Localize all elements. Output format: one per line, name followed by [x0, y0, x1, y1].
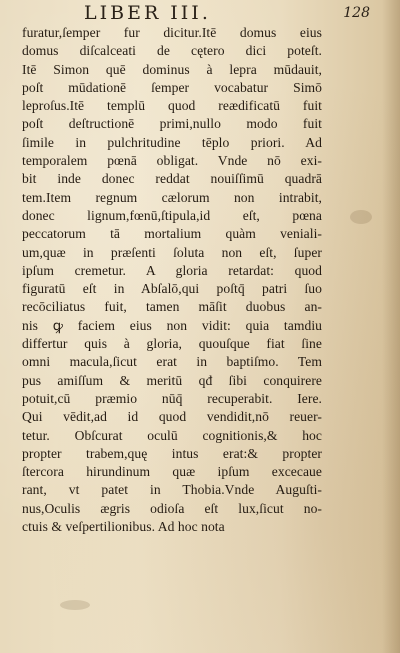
text-line: ctuis & veſpertilionibus. Ad hoc nota — [22, 519, 225, 535]
text-line: figuratū eſt in Abſalō,qui poſtq̄ patri ſuo — [22, 281, 322, 297]
text-line: bit inde donec reddat nouiſſimū quadrā — [22, 171, 322, 187]
text-line: temporalem pœnā obligat. Vnde nō exi- — [22, 153, 322, 169]
text-line: domus diſcalceati de cętero dici poteſt. — [22, 43, 322, 59]
page-edge-shadow — [382, 0, 400, 653]
text-line: nus,Oculis ægris odioſa eſt lux,ſicut no- — [22, 500, 322, 516]
text-line: tetur. Obſcurat oculū cognitionis,& hoc — [22, 427, 322, 443]
text-line: poſt mūdationē ſemper vocabatur Simō — [22, 79, 322, 95]
paper-stain — [350, 210, 372, 224]
text-line: rant, vt patet in Thobia.Vnde Auguſti- — [22, 482, 322, 498]
text-line: recōciliatus fuit, tamen māſit duobus an- — [22, 299, 322, 315]
text-line: Qui vēdit,ad id quod vendidit,nō reuer- — [22, 409, 322, 425]
text-line: ſimile in pulchritudine tēplo priori. Ad — [22, 134, 322, 150]
text-line: poſt deſtructionē primi,nullo modo fuit — [22, 116, 322, 132]
text-line: omni macula,ſicut erat in baptiſmo. Tem — [22, 354, 322, 370]
text-line: Itē Simon quē dominus à lepra mūdauit, — [22, 61, 322, 77]
text-line: tem.Item regnum cælorum non intrabit, — [22, 189, 322, 205]
body-text — [22, 24, 322, 536]
text-line: ipſum cremetur. A gloria retardat: quod — [22, 262, 322, 278]
running-head-title: LIBER III. — [84, 2, 211, 24]
text-line: donec lignum,fœnū,ſtipula,id eſt, pœna — [22, 207, 322, 223]
paper-stain — [60, 600, 90, 610]
text-line: nis ꝙ faciem eius non vidit: quia tamdiu — [22, 317, 322, 333]
text-line: leproſus.Itē templū quod reædificatū fuit — [22, 98, 322, 114]
text-line: furatur,ſemper fur dicitur.Itē domus eius — [22, 25, 322, 40]
page-number: 128 — [343, 5, 370, 21]
text-line: propter trabem,quę intus erat:& propter — [22, 445, 322, 461]
text-line: ſtercora hirundinum quæ ipſum excecaue — [22, 464, 322, 480]
text-line: potuit,cū præmio nūq̄ recuperabit. Iere. — [22, 390, 322, 406]
text-line: differtur quis à gloria, quouſque fiat ſine — [22, 336, 322, 352]
text-line: um,quæ in præſenti ſoluta non eſt, ſuper — [22, 244, 322, 260]
text-line: peccatorum tā mortalium quàm veniali- — [22, 226, 322, 242]
running-head — [84, 2, 370, 24]
text-line: pus amiſſum & meritū qđ ſibi conquirere — [22, 372, 322, 388]
